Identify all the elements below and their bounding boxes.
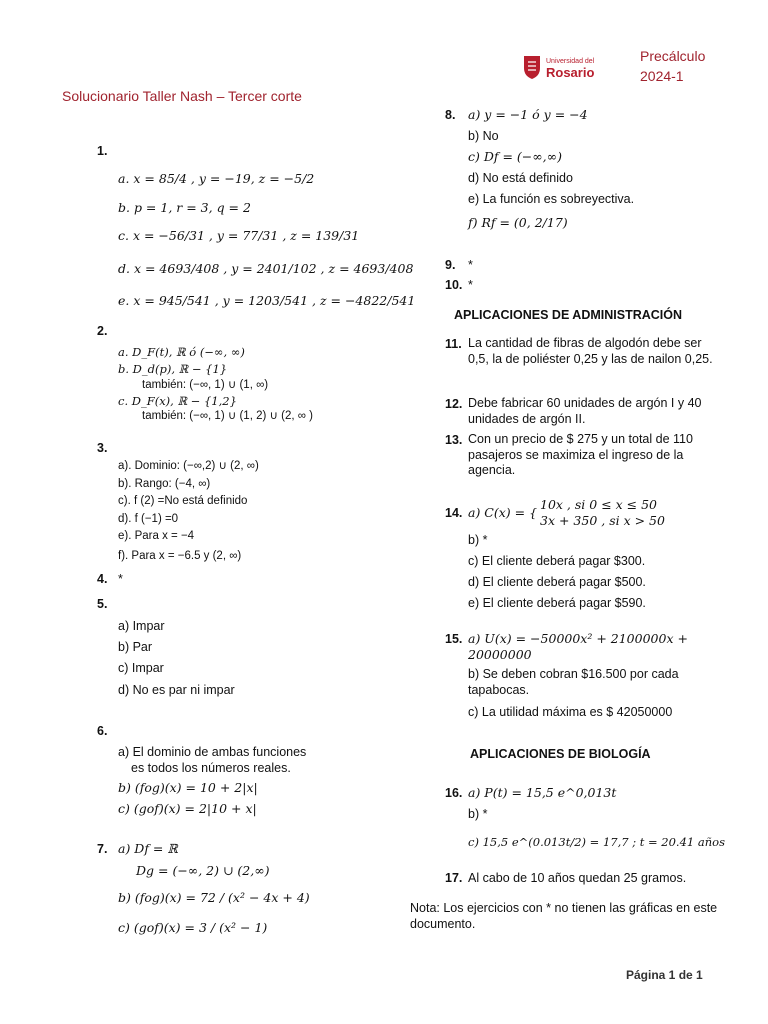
- q8-a: a) y = −1 ó y = −4: [468, 107, 588, 122]
- q8-number: 8.: [445, 108, 456, 122]
- q3-e: e). Para x = −4: [118, 530, 195, 542]
- q5-d: d) No es par ni impar: [118, 683, 235, 697]
- q12-answer: Debe fabricar 60 unidades de argón I y 40 unidades de argón II.: [468, 396, 702, 426]
- q17-answer: Al cabo de 10 años quedan 25 gramos.: [468, 871, 687, 885]
- q7-a2: Dg = (−∞, 2) ∪ (2,∞): [136, 863, 270, 878]
- q8-c: c) Df = (−∞,∞): [468, 149, 562, 164]
- q16-c: c) 15,5 e^(0.013t/2) = 17,7 ; t = 20.41 años: [468, 835, 725, 849]
- q14-b: b) *: [468, 533, 488, 547]
- q3-a: a). Dominio: (−∞,2) ∪ (2, ∞): [118, 460, 259, 472]
- q15-number: 15.: [445, 632, 463, 646]
- q6-a1: a) El dominio de ambas funciones: [118, 745, 307, 759]
- q8-b: b) No: [468, 129, 499, 143]
- q17-number: 17.: [445, 871, 463, 885]
- q6-a2: es todos los números reales.: [131, 761, 291, 775]
- q14-a-piece1: 10x , si 0 ≤ x ≤ 50: [540, 497, 658, 512]
- q6-number: 6.: [97, 724, 108, 738]
- q3-number: 3.: [97, 441, 108, 455]
- q2-c2: también: (−∞, 1) ∪ (1, 2) ∪ (2, ∞ ): [142, 410, 313, 422]
- q1-c: c. x = −56/31 , y = 77/31 , z = 139/31: [118, 228, 360, 243]
- q15-a1: a) U(x) = −50000x² + 2100000x +: [468, 631, 688, 646]
- q3-c: c). f (2) =No está definido: [118, 495, 248, 507]
- q2-b2: también: (−∞, 1) ∪ (1, ∞): [142, 379, 269, 391]
- logo-small-text: Universidad del: [546, 58, 595, 65]
- q7-b: b) (fog)(x) = 72 / (x² − 4x + 4): [118, 890, 310, 905]
- q16-number: 16.: [445, 786, 463, 800]
- q14-c: c) El cliente deberá pagar $300.: [468, 554, 646, 568]
- course-block: [640, 46, 705, 86]
- q15-b: b) Se deben cobran $16.500 por cada tapabocas.: [468, 667, 679, 697]
- q9-number: 9.: [445, 258, 456, 272]
- page-footer: Página 1 de 1: [626, 968, 703, 982]
- q14-number: 14.: [445, 506, 463, 520]
- q6-b: b) (fog)(x) = 10 + 2|x|: [118, 780, 258, 795]
- q11-number: 11.: [445, 337, 462, 351]
- university-logo: [522, 54, 594, 80]
- q11-answer: La cantidad de fibras de algodón debe ser 0,5, la de poliéster 0,25 y las de nailon 0,25.: [468, 336, 713, 366]
- course-term: 2024-1: [640, 68, 684, 84]
- section-heading-biology: APLICACIONES DE BIOLOGÍA: [470, 747, 651, 761]
- q3-d: d). f (−1) =0: [118, 513, 179, 525]
- q1-b: b. p = 1, r = 3, q = 2: [118, 200, 251, 215]
- note-text: Nota: Los ejercicios con * no tienen las gráficas en este documento.: [410, 901, 718, 931]
- q5-a: a) Impar: [118, 619, 165, 633]
- q5-b: b) Par: [118, 640, 153, 654]
- q5-number: 5.: [97, 597, 108, 611]
- q14-e: e) El cliente deberá pagar $590.: [468, 596, 646, 610]
- q10-number: 10.: [445, 278, 463, 292]
- q1-d: d. x = 4693/408 , y = 2401/102 , z = 4693/408: [118, 261, 414, 276]
- q7-number: 7.: [97, 842, 108, 856]
- q2-c: c. D_F(x), ℝ − {1,2}: [118, 394, 237, 408]
- q1-e: e. x = 945/541 , y = 1203/541 , z = −4822/541: [118, 293, 416, 308]
- section-heading-administration: APLICACIONES DE ADMINISTRACIÓN: [454, 308, 683, 322]
- q2-a: a. D_F(t), ℝ ó (−∞, ∞): [118, 345, 245, 359]
- q9-answer: *: [468, 258, 473, 272]
- q1-number: 1.: [97, 144, 108, 158]
- q7-c: c) (gof)(x) = 3 / (x² − 1): [118, 920, 268, 935]
- q8-e: e) La función es sobreyectiva.: [468, 192, 635, 206]
- q1-a: a. x = 85/4 , y = −19, z = −5/2: [118, 171, 315, 186]
- q7-a: a) Df = ℝ: [118, 841, 178, 856]
- q14-a-prefix: a) C(x) = {: [468, 505, 538, 520]
- q4-number: 4.: [97, 572, 108, 586]
- document-title: Solucionario Taller Nash – Tercer corte: [62, 88, 302, 104]
- q5-c: c) Impar: [118, 661, 164, 675]
- course-name: Precálculo: [640, 48, 706, 64]
- q15-a2: 20000000: [468, 647, 532, 662]
- q4-answer: *: [118, 572, 123, 586]
- q3-f: f). Para x = −6.5 y (2, ∞): [118, 550, 242, 562]
- q14-d: d) El cliente deberá pagar $500.: [468, 575, 646, 589]
- q12-number: 12.: [445, 397, 463, 411]
- q6-c: c) (gof)(x) = 2|10 + x|: [118, 801, 257, 816]
- q2-number: 2.: [97, 324, 108, 338]
- q16-b: b) *: [468, 807, 488, 821]
- logo-big-text: Rosario: [546, 65, 595, 80]
- q16-a: a) P(t) = 15,5 e^0,013t: [468, 785, 617, 800]
- q15-c: c) La utilidad máxima es $ 42050000: [468, 705, 673, 719]
- q14-a-piece2: 3x + 350 , si x > 50: [540, 513, 665, 528]
- q13-answer: Con un precio de $ 275 y un total de 110 pasajeros se maximiza el ingreso de la agencia.: [468, 432, 693, 477]
- q3-b: b). Rango: (−4, ∞): [118, 478, 211, 490]
- q8-d: d) No está definido: [468, 171, 573, 185]
- q2-b: b. D_d(p), ℝ − {1}: [118, 362, 228, 376]
- q8-f: f) Rf = (0, 2/17): [468, 215, 568, 230]
- q10-answer: *: [468, 278, 473, 292]
- shield-icon: [522, 54, 542, 80]
- q13-number: 13.: [445, 433, 463, 447]
